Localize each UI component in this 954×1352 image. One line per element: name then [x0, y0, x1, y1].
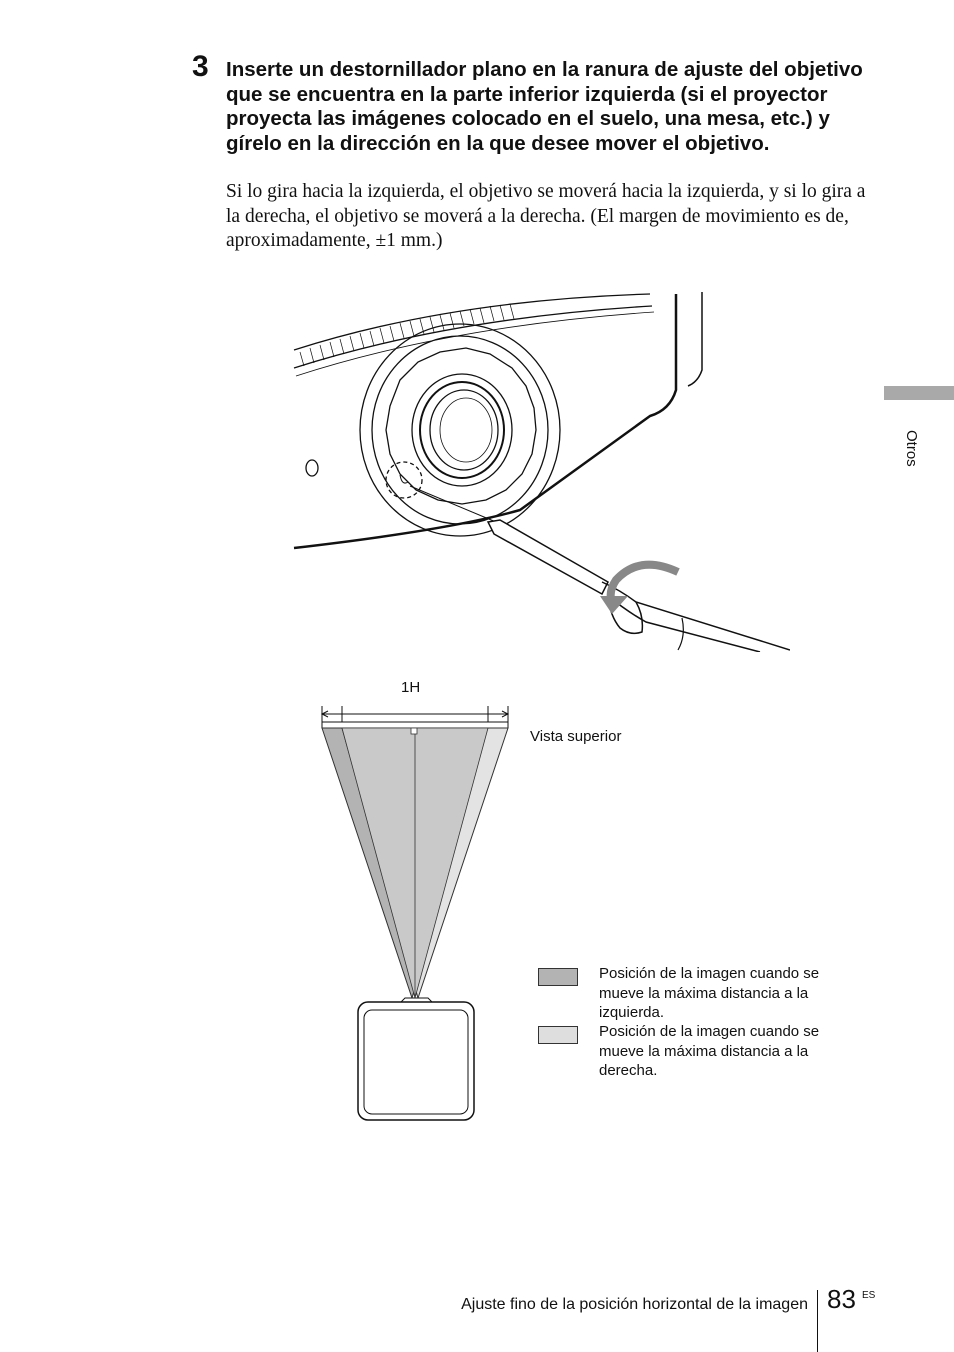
section-tab-label: Otros — [903, 430, 920, 467]
step-description: Si lo gira hacia la izquierda, el objetivo se moverá hacia la izquierda, y si lo gira a la derecha, el objetivo se moverá a la derecha. (El margen de movimiento es de, aproximadamente, ±1 mm.) — [226, 181, 866, 251]
view-label: Vista superior — [530, 728, 622, 745]
step-heading: Inserte un destornillador plano en la ranura de ajuste del objetivo que se encuentra en la parte inferior izquierda (si el proyector proyecta las imágenes colocado en el suelo, una mesa, etc.) y gírelo en la dirección en la que desee mover el objetivo. — [226, 58, 863, 155]
footer-section-title: Ajuste fino de la posición horizontal de la imagen — [461, 1296, 808, 1313]
page-language-code: ES — [862, 1290, 876, 1301]
legend-text-left: Posición de la imagen cuando se mueve la máxima distancia a la izquierda. — [599, 965, 820, 1021]
page-number: 83 — [827, 1284, 856, 1314]
footer-divider — [817, 1290, 818, 1352]
legend-swatch-right — [538, 1026, 578, 1044]
top-view-diagram — [310, 700, 520, 1130]
legend-swatch-left — [538, 968, 578, 986]
section-tab-marker — [884, 386, 954, 400]
projector-lens-illustration — [290, 290, 790, 652]
width-label: 1H — [401, 679, 421, 696]
step-number: 3 — [192, 50, 209, 83]
legend-text-right: Posición de la imagen cuando se mueve la máxima distancia a la derecha. — [599, 1023, 820, 1079]
